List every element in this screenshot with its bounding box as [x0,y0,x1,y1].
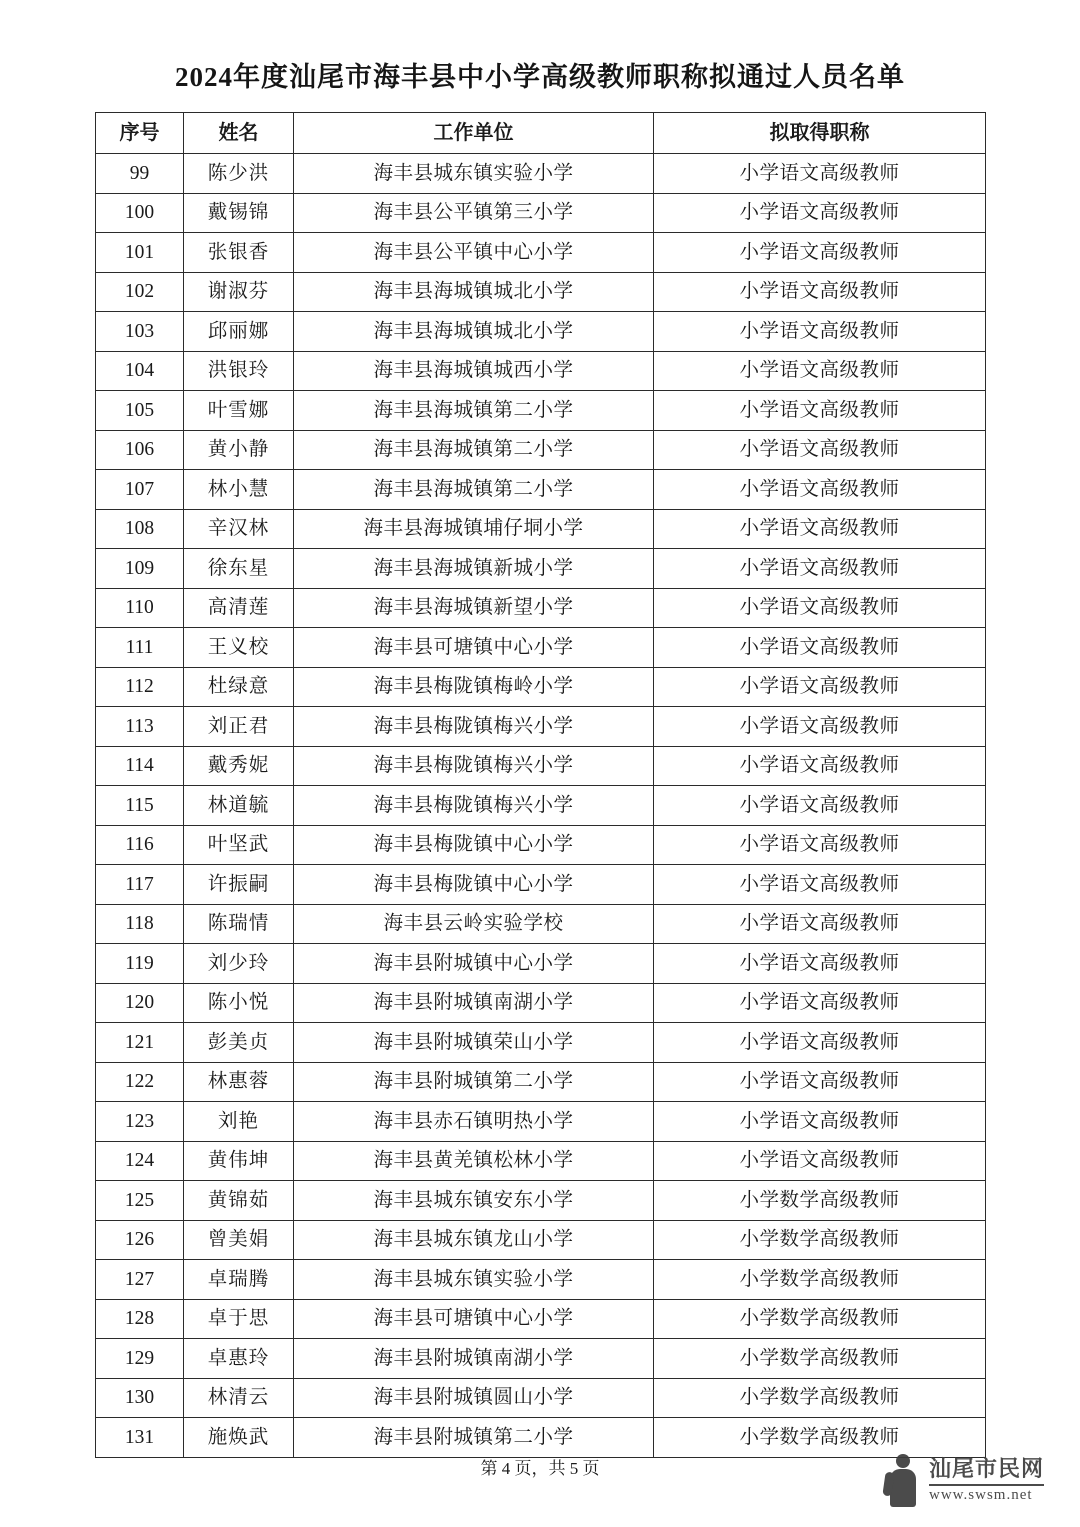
cell-title: 小学语文高级教师 [654,628,986,668]
cell-name: 卓瑞腾 [184,1260,294,1300]
table-row [96,272,986,312]
cell-title: 小学语文高级教师 [654,1023,986,1063]
table-row [96,391,986,431]
table-row [96,628,986,668]
table-row [96,1023,986,1063]
cell-unit: 海丰县海城镇第二小学 [294,430,654,470]
cell-index: 103 [96,312,184,352]
cell-unit: 海丰县海城镇新城小学 [294,549,654,589]
cell-title: 小学数学高级教师 [654,1260,986,1300]
cell-unit: 海丰县海城镇城北小学 [294,272,654,312]
cell-unit: 海丰县梅陇镇中心小学 [294,865,654,905]
cell-unit: 海丰县城东镇龙山小学 [294,1220,654,1260]
cell-unit: 海丰县公平镇中心小学 [294,233,654,273]
cell-name: 黄锦茹 [184,1181,294,1221]
cell-index: 117 [96,865,184,905]
table-row [96,786,986,826]
table-row [96,1141,986,1181]
cell-index: 131 [96,1418,184,1458]
cell-title: 小学语文高级教师 [654,549,986,589]
cell-index: 121 [96,1023,184,1063]
cell-title: 小学语文高级教师 [654,588,986,628]
cell-name: 辛汉林 [184,509,294,549]
cell-index: 129 [96,1339,184,1379]
cell-index: 111 [96,628,184,668]
cell-index: 124 [96,1141,184,1181]
cell-unit: 海丰县海城镇第二小学 [294,470,654,510]
cell-unit: 海丰县附城镇荣山小学 [294,1023,654,1063]
cell-title: 小学语文高级教师 [654,865,986,905]
cell-unit: 海丰县附城镇南湖小学 [294,1339,654,1379]
cell-name: 陈少洪 [184,154,294,194]
cell-unit: 海丰县赤石镇明热小学 [294,1102,654,1142]
cell-title: 小学语文高级教师 [654,786,986,826]
cell-unit: 海丰县梅陇镇梅岭小学 [294,667,654,707]
cell-index: 119 [96,944,184,984]
cell-title: 小学语文高级教师 [654,944,986,984]
cell-name: 叶坚武 [184,825,294,865]
cell-name: 曾美娟 [184,1220,294,1260]
table-row [96,865,986,905]
cell-title: 小学语文高级教师 [654,272,986,312]
cell-name: 林小慧 [184,470,294,510]
column-header-title: 拟取得职称 [654,113,986,154]
cell-title: 小学语文高级教师 [654,707,986,747]
cell-title: 小学数学高级教师 [654,1181,986,1221]
cell-index: 125 [96,1181,184,1221]
cell-unit: 海丰县公平镇第三小学 [294,193,654,233]
cell-index: 101 [96,233,184,273]
cell-unit: 海丰县梅陇镇梅兴小学 [294,707,654,747]
cell-name: 林惠蓉 [184,1062,294,1102]
cell-unit: 海丰县海城镇埔仔垌小学 [294,509,654,549]
cell-title: 小学语文高级教师 [654,391,986,431]
cell-title: 小学语文高级教师 [654,1102,986,1142]
cell-index: 128 [96,1299,184,1339]
table-row [96,904,986,944]
cell-unit: 海丰县云岭实验学校 [294,904,654,944]
site-watermark [883,1449,1058,1511]
cell-name: 陈瑞情 [184,904,294,944]
cell-unit: 海丰县梅陇镇梅兴小学 [294,786,654,826]
cell-name: 高清莲 [184,588,294,628]
column-header-unit: 工作单位 [294,113,654,154]
cell-index: 123 [96,1102,184,1142]
cell-title: 小学语文高级教师 [654,983,986,1023]
cell-name: 刘正君 [184,707,294,747]
roster-table [95,112,986,1458]
table-row [96,1418,986,1458]
cell-name: 刘少玲 [184,944,294,984]
cell-index: 112 [96,667,184,707]
cell-index: 100 [96,193,184,233]
cell-index: 126 [96,1220,184,1260]
table-row [96,983,986,1023]
cell-unit: 海丰县可塘镇中心小学 [294,1299,654,1339]
cell-name: 彭美贞 [184,1023,294,1063]
table-row [96,312,986,352]
table-header-row [96,113,986,154]
cell-title: 小学语文高级教师 [654,312,986,352]
cell-name: 邱丽娜 [184,312,294,352]
table-row [96,707,986,747]
table-row [96,1339,986,1379]
cell-title: 小学语文高级教师 [654,351,986,391]
cell-unit: 海丰县海城镇城北小学 [294,312,654,352]
cell-title: 小学数学高级教师 [654,1378,986,1418]
cell-index: 120 [96,983,184,1023]
cell-name: 戴秀妮 [184,746,294,786]
cell-name: 卓于思 [184,1299,294,1339]
cell-index: 118 [96,904,184,944]
cell-index: 127 [96,1260,184,1300]
cell-title: 小学语文高级教师 [654,1141,986,1181]
cell-unit: 海丰县黄羌镇松林小学 [294,1141,654,1181]
cell-title: 小学数学高级教师 [654,1339,986,1379]
cell-index: 109 [96,549,184,589]
cell-title: 小学语文高级教师 [654,430,986,470]
cell-unit: 海丰县可塘镇中心小学 [294,628,654,668]
table-row [96,154,986,194]
cell-name: 卓惠玲 [184,1339,294,1379]
cell-index: 106 [96,430,184,470]
cell-index: 105 [96,391,184,431]
page-title: 2024年度汕尾市海丰县中小学高级教师职称拟通过人员名单 [175,62,905,92]
table-row [96,549,986,589]
cell-index: 113 [96,707,184,747]
cell-unit: 海丰县附城镇圆山小学 [294,1378,654,1418]
cell-name: 徐东星 [184,549,294,589]
cell-index: 99 [96,154,184,194]
cell-unit: 海丰县海城镇新望小学 [294,588,654,628]
cell-name: 黄伟坤 [184,1141,294,1181]
cell-name: 陈小悦 [184,983,294,1023]
table-row [96,588,986,628]
table-row [96,1260,986,1300]
table-row [96,1220,986,1260]
cell-index: 122 [96,1062,184,1102]
table-row [96,470,986,510]
cell-unit: 海丰县城东镇安东小学 [294,1181,654,1221]
cell-title: 小学语文高级教师 [654,904,986,944]
cell-title: 小学数学高级教师 [654,1220,986,1260]
cell-unit: 海丰县城东镇实验小学 [294,154,654,194]
cell-unit: 海丰县海城镇城西小学 [294,351,654,391]
cell-name: 洪银玲 [184,351,294,391]
column-header-name: 姓名 [184,113,294,154]
table-row [96,1299,986,1339]
cell-unit: 海丰县附城镇第二小学 [294,1062,654,1102]
table-row [96,825,986,865]
cell-index: 115 [96,786,184,826]
cell-index: 102 [96,272,184,312]
cell-name: 林道毓 [184,786,294,826]
cell-unit: 海丰县附城镇第二小学 [294,1418,654,1458]
table-row [96,351,986,391]
cell-title: 小学语文高级教师 [654,667,986,707]
roster-table-body [96,154,986,1458]
cell-name: 杜绿意 [184,667,294,707]
watermark-text [929,1456,1044,1504]
cell-title: 小学数学高级教师 [654,1299,986,1339]
person-icon [883,1452,923,1508]
table-row [96,944,986,984]
watermark-en: www.swsm.net [929,1484,1044,1504]
watermark-cn: 汕尾市民网 [929,1456,1045,1482]
cell-index: 104 [96,351,184,391]
cell-title: 小学语文高级教师 [654,470,986,510]
page-footer: 第 4 页，共 5 页 [480,1459,600,1478]
cell-title: 小学语文高级教师 [654,193,986,233]
cell-name: 黄小静 [184,430,294,470]
table-row [96,1062,986,1102]
cell-unit: 海丰县城东镇实验小学 [294,1260,654,1300]
cell-title: 小学语文高级教师 [654,233,986,273]
cell-name: 叶雪娜 [184,391,294,431]
cell-index: 110 [96,588,184,628]
cell-index: 116 [96,825,184,865]
table-row [96,430,986,470]
table-row [96,193,986,233]
cell-name: 张银香 [184,233,294,273]
cell-name: 刘艳 [184,1102,294,1142]
table-row [96,1181,986,1221]
cell-index: 130 [96,1378,184,1418]
table-row [96,1102,986,1142]
cell-unit: 海丰县附城镇中心小学 [294,944,654,984]
column-header-index: 序号 [96,113,184,154]
table-row [96,1378,986,1418]
cell-title: 小学语文高级教师 [654,746,986,786]
cell-title: 小学语文高级教师 [654,154,986,194]
table-row [96,746,986,786]
table-row [96,233,986,273]
cell-unit: 海丰县梅陇镇中心小学 [294,825,654,865]
cell-name: 王义校 [184,628,294,668]
cell-unit: 海丰县附城镇南湖小学 [294,983,654,1023]
cell-name: 戴锡锦 [184,193,294,233]
cell-title: 小学数学高级教师 [654,1418,986,1458]
cell-index: 108 [96,509,184,549]
cell-name: 谢淑芬 [184,272,294,312]
cell-title: 小学语文高级教师 [654,509,986,549]
cell-title: 小学语文高级教师 [654,1062,986,1102]
table-row [96,509,986,549]
roster-table-wrap [95,112,985,1458]
cell-index: 107 [96,470,184,510]
cell-name: 施焕武 [184,1418,294,1458]
cell-unit: 海丰县梅陇镇梅兴小学 [294,746,654,786]
cell-unit: 海丰县海城镇第二小学 [294,391,654,431]
cell-name: 林清云 [184,1378,294,1418]
cell-index: 114 [96,746,184,786]
cell-title: 小学语文高级教师 [654,825,986,865]
cell-name: 许振嗣 [184,865,294,905]
table-row [96,667,986,707]
